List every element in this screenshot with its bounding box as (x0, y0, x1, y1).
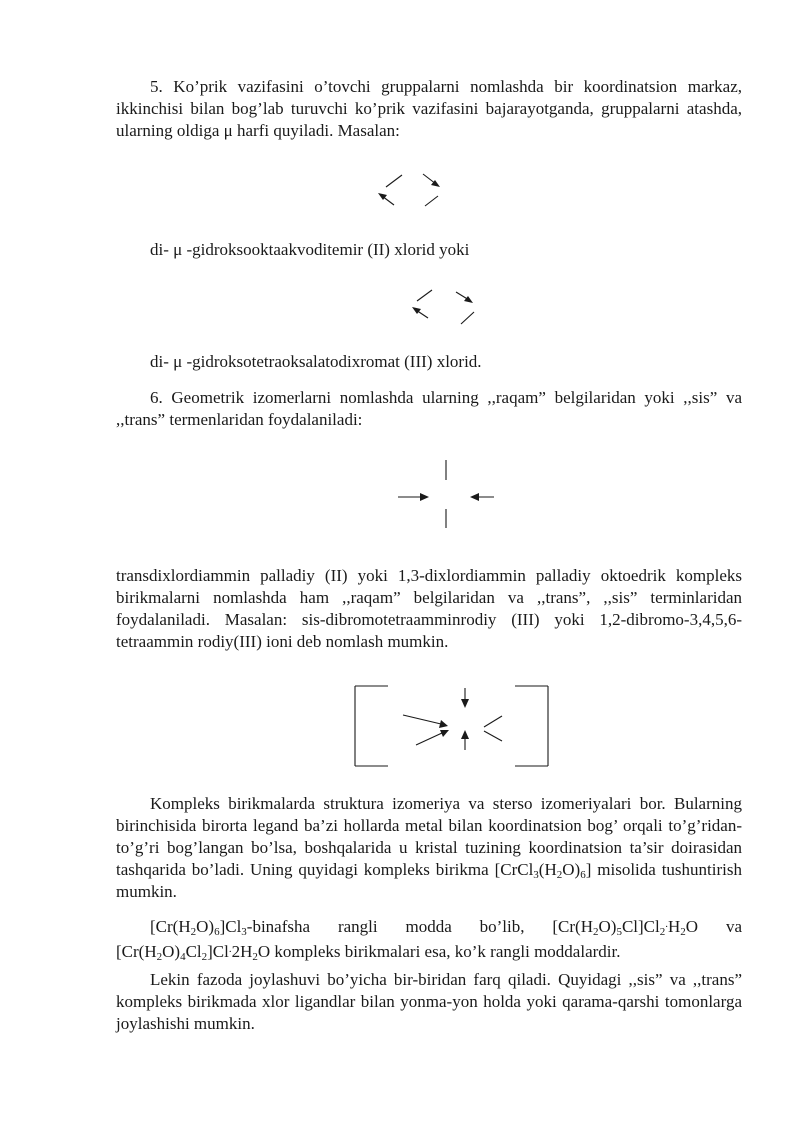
arrowhead-left (420, 493, 429, 501)
arrow-line-diag-2 (416, 733, 442, 745)
kompleks-text-a: Kompleks birikmalarda struktura izomeriya va sterso izomeriyalari bor. Bularning birinchisida birorta legand ba’zi hollarda metal bilan koordinatsion bog’ orqali to’g’ridan-to’g’ri bog’langan bo’lsa, boshqalarida u kristal tuzining koordinatsion ta’sir doirasidan tashqarida bo’ladi. Uning quyidagi kompleks birikma (116, 794, 742, 879)
formulas-text-c: kompleks birikmalari esa, ko’k rangli moddalardir. (270, 942, 621, 961)
bond-line-4 (461, 312, 474, 324)
arrowhead-diag-1 (439, 720, 448, 728)
bond-line-diag-2 (484, 731, 502, 741)
formulas-text-a: -binafsha rangli modda bo’lib, (246, 917, 553, 936)
formula-cr-h2o6-cl3: $[Cr(H_2O)_6]Cl_3$ (150, 917, 247, 938)
figure-trans (0, 456, 800, 530)
paragraph-formulas (116, 913, 742, 963)
arrowhead-up (461, 730, 469, 739)
formula-cr-h2o4cl2-cl: $[Cr(H_2O)_4Cl_2]Cl^.2H_2O$ (116, 942, 271, 963)
arrowhead-right (470, 493, 479, 501)
arrowhead-3 (464, 296, 473, 303)
figure-bridge-2 (0, 286, 800, 328)
bond-line-3 (417, 290, 432, 301)
formula-cr-h2o5cl-cl2: $[Cr(H_2O)_5Cl]Cl_2^.H_2O$ (552, 917, 699, 938)
paragraph-lekin: Lekin fazoda joylashuvi bo’yicha bir-biridan farq qiladi. Quyidagi ,,sis” va ,,trans” kompleks birikmada xlor ligandlar bilan yonma-yon holda yoki qarama-qarshi tomonlarga joylashishi mumkin. (116, 970, 742, 1033)
name-line-1: di- μ -gidroksooktaakvoditemir (II) xlorid yoki (150, 240, 470, 259)
bond-line-2 (425, 196, 438, 206)
formula-crcl3-h2o6: $[CrCl_3(H_2O)_6]$ (494, 860, 592, 881)
formulas-text-b: va (698, 917, 742, 936)
paragraph-trans: transdixlordiammin palladiy (II) yoki 1,3-dixlordiammin palladiy oktoedrik kompleks birikmalarni nomlashda ham ,,raqam” belgilaridan va ,,trans”, ,,sis” terminlaridan foydalaniladi. Masalan: sis-dibromotetraamminrodiy (III) yoki 1,2-dibromo-3,4,5,6-tetraammin rodiy(III) ioni deb nomlash mumkin. (116, 566, 742, 651)
paragraph-5: 5. Ko’prik vazifasini o’tovchi gruppalarni nomlashda bir koordinatsion markaz, ikkinchisi bilan bog’lab turuvchi ko’prik vazifasini bajarayotganda, gruppalarni atashda, ularning oldiga μ harfi quyiladi. Masalan: (116, 77, 742, 140)
figure-cis-bracketed (0, 682, 800, 770)
name-line-2: di- μ -gidroksotetraoksalatodixromat (III) xlorid. (150, 352, 482, 371)
paragraph-kompleks (116, 793, 742, 903)
arrowhead-down (461, 699, 469, 708)
bond-line-diag-1 (484, 716, 502, 727)
bond-line-1 (386, 175, 402, 187)
figure-bridge-1 (0, 168, 800, 210)
kompleks-text-b: misolida tushuntirish mumkin. (116, 860, 742, 901)
paragraph-6: 6. Geometrik izomerlarni nomlashda ularning ,,raqam” belgilaridan yoki ,,sis” va ,,trans” termenlaridan foydalaniladi: (116, 388, 742, 429)
arrow-line-diag-1 (403, 715, 441, 724)
